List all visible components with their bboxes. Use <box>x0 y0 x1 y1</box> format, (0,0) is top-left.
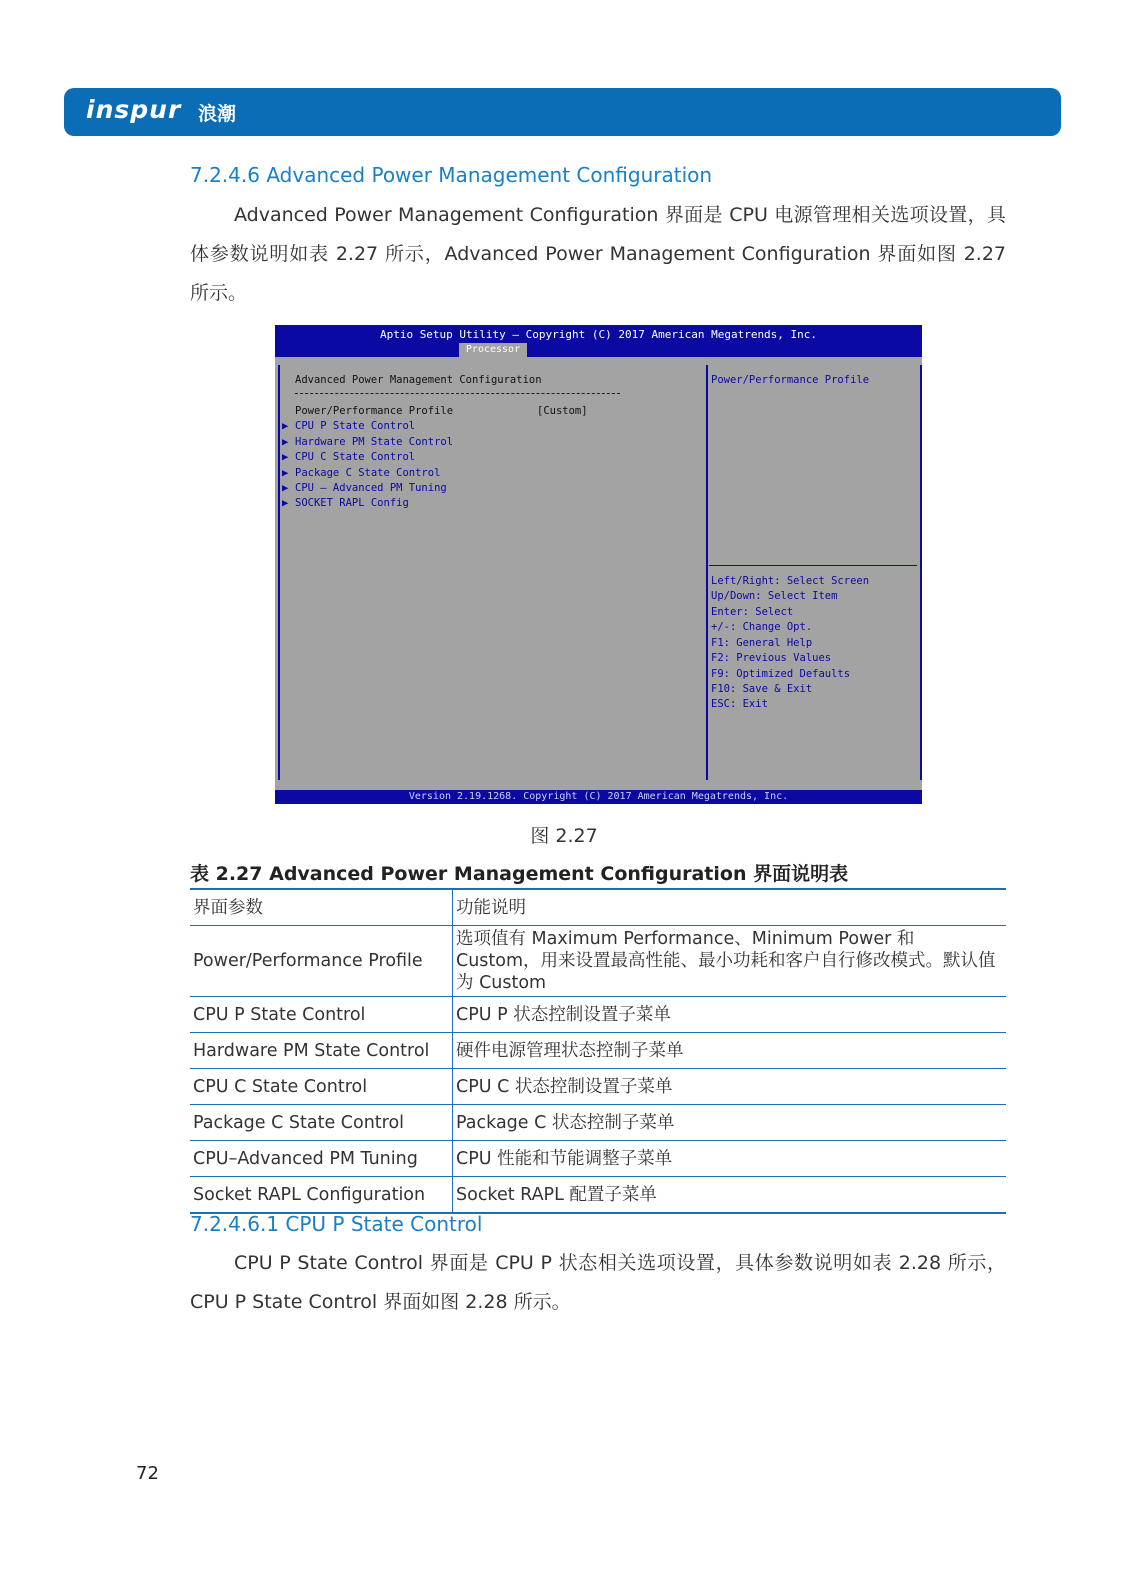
table-cell-param: CPU P State Control <box>190 997 453 1033</box>
inspur-logo-cn: 浪潮 <box>198 103 237 125</box>
bios-tab-processor[interactable]: Processor <box>459 343 527 357</box>
bios-screenshot <box>275 325 922 804</box>
bios-key-hint: Left/Right: Select Screen <box>711 575 870 587</box>
bios-title: Aptio Setup Utility – Copyright (C) 2017 American Megatrends, Inc. <box>379 328 818 341</box>
bios-submenu-label: Hardware PM State Control <box>295 436 454 448</box>
bios-submenu-label: CPU – Advanced PM Tuning <box>295 482 447 494</box>
bios-submenu-label: CPU C State Control <box>295 451 416 463</box>
table-cell-param: Power/Performance Profile <box>190 926 453 997</box>
inspur-logo: inspur <box>86 95 182 124</box>
bios-key-hint: F10: Save & Exit <box>711 683 813 695</box>
subsection-paragraph: CPU P State Control 界面是 CPU P 状态相关选项设置，具体参数说明如表 2.28 所示，CPU P State Control 界面如图 2.28 所示。 <box>190 1252 1006 1313</box>
bios-footer-bar <box>275 790 922 804</box>
bios-help-panel <box>706 365 922 780</box>
table-cell-param: Package C State Control <box>190 1105 453 1141</box>
table-title: 表 2.27 Advanced Power Management Configuration 界面说明表 <box>190 863 849 885</box>
subsection-heading: 7.2.4.6.1 CPU P State Control <box>190 1212 483 1236</box>
submenu-arrow-icon: ▶ <box>282 420 289 432</box>
bios-divider <box>295 393 620 394</box>
parameter-table <box>190 888 1006 1214</box>
bios-key-hint: F9: Optimized Defaults <box>711 668 851 680</box>
table-cell-desc: 选项值有 Maximum Performance、Minimum Power 和 Custom，用来设置最高性能、最小功耗和客户自行修改模式。默认值为 Custom <box>453 926 1007 997</box>
section-heading: 7.2.4.6 Advanced Power Management Configuration <box>190 163 713 187</box>
bios-submenu-label: Package C State Control <box>295 467 441 479</box>
table-cell-param: Socket RAPL Configuration <box>190 1177 453 1214</box>
bios-version: Version 2.19.1268. Copyright (C) 2017 American Megatrends, Inc. <box>408 791 789 802</box>
table-header-cell: 界面参数 <box>190 889 453 926</box>
bios-key-hint: Enter: Select <box>711 606 794 618</box>
table-row <box>190 1105 1006 1141</box>
table-cell-param: CPU C State Control <box>190 1069 453 1105</box>
bios-help-title: Power/Performance Profile <box>711 374 870 386</box>
submenu-arrow-icon: ▶ <box>282 497 289 509</box>
bios-key-hint: ESC: Exit <box>711 698 768 710</box>
bios-key-hint: F1: General Help <box>711 637 813 649</box>
bios-key-hint: F2: Previous Values <box>711 652 832 664</box>
figure-caption: 图 2.27 <box>530 825 598 847</box>
table-cell-desc: Package C 状态控制子菜单 <box>453 1105 1007 1141</box>
table-row <box>190 1033 1006 1069</box>
table-cell-param: Hardware PM State Control <box>190 1033 453 1069</box>
table-cell-desc: CPU P 状态控制设置子菜单 <box>453 997 1007 1033</box>
table-row <box>190 926 1006 997</box>
bios-key-hint: Up/Down: Select Item <box>711 590 838 602</box>
submenu-arrow-icon: ▶ <box>282 482 289 494</box>
table-row <box>190 997 1006 1033</box>
section-paragraph: Advanced Power Management Configuration 界面是 CPU 电源管理相关选项设置，具体参数说明如表 2.27 所示，Advanced Power Management Configuration 界面如图 2.27 所示。 <box>190 204 1006 304</box>
table-header-cell: 功能说明 <box>453 889 1007 926</box>
header-bar <box>64 88 1061 136</box>
table-header-row <box>190 889 1006 926</box>
bios-screen-title: Advanced Power Management Configuration <box>295 374 542 386</box>
table-row <box>190 1141 1006 1177</box>
bios-submenu-label: CPU P State Control <box>295 420 416 432</box>
bios-submenu-label: SOCKET RAPL Config <box>295 497 409 509</box>
table-row <box>190 1069 1006 1105</box>
table-cell-param: CPU–Advanced PM Tuning <box>190 1141 453 1177</box>
bios-title-bar <box>275 325 922 357</box>
submenu-arrow-icon: ▶ <box>282 436 289 448</box>
submenu-arrow-icon: ▶ <box>282 451 289 463</box>
bios-profile-label[interactable]: Power/Performance Profile <box>295 405 454 417</box>
table-cell-desc: CPU C 状态控制设置子菜单 <box>453 1069 1007 1105</box>
page-number: 72 <box>136 1463 159 1484</box>
table-row <box>190 1177 1006 1214</box>
submenu-arrow-icon: ▶ <box>282 467 289 479</box>
table-cell-desc: 硬件电源管理状态控制子菜单 <box>453 1033 1007 1069</box>
table-cell-desc: CPU 性能和节能调整子菜单 <box>453 1141 1007 1177</box>
table-cell-desc: Socket RAPL 配置子菜单 <box>453 1177 1007 1214</box>
bios-profile-value[interactable]: [Custom] <box>537 405 588 417</box>
bios-help-divider <box>709 565 917 566</box>
bios-key-hint: +/-: Change Opt. <box>711 621 813 633</box>
